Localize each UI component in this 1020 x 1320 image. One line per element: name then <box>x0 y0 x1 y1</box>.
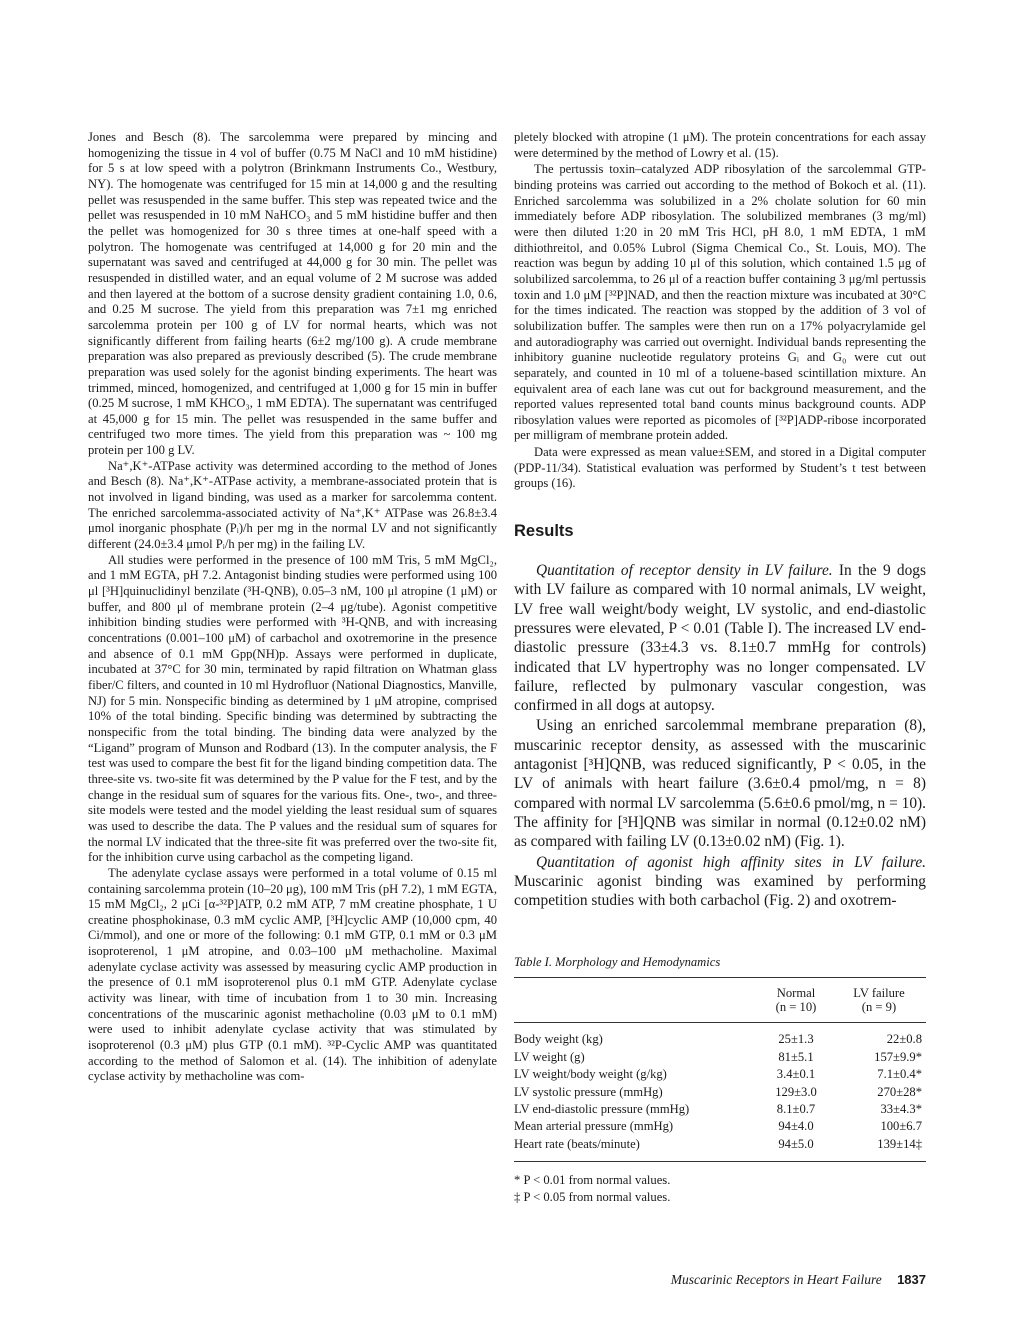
results-paragraph-1 <box>514 561 926 715</box>
table-footnotes <box>514 1172 926 1206</box>
methods-paragraph-6: The pertussis toxin–catalyzed ADP ribosylation of the sarcolemmal GTP-binding proteins was carried out according to the method of Bokoch et al. (11). Enriched sarcolemma was solubilized in a 2% cholate solution for 60 min immediately before ADP ribosylation. The solubilized membranes (3 mg/ml) were then diluted 1:20 in 20 mM Tris HCl, pH 8.0, 1 mM EDTA, 1 mM dithiothreitol, and 0.05% Lubrol (Sigma Chemical Co., St. Louis, MO). The reaction was begun by adding 10 μl of this solution, which contained 1.5 μg of solubilized sarcolemma, to 26 μl of a reaction buffer containing 3 μg/ml pertussis toxin and 1.0 μM [³²P]NAD, and then the reaction mixture was incubated at 30°C for the times indicated. The reaction was stopped by the addition of 3 vol of solubilization buffer. The samples were then run on a 17% polyacrylamide gel and autoradiography was carried out overnight. Individual bands representing the inhibitory guanine nucleotide regulatory proteins Gᵢ and G₀ were cut out separately, and counted in 10 ml of a toluene-based scintillation mixture. An equivalent area of each lane was cut out for background measurement, and the reported values represented total band counts minus background counts. ADP ribosylation values were reported as picomoles of [³²P]ADP-ribose incorporated per milligram of membrane protein added. <box>514 162 926 443</box>
results-paragraph-2: Using an enriched sarcolemmal membrane preparation (8), muscarinic receptor density, as assessed with the muscarinic antagonist [³H]QNB, was reduced significantly, P < 0.05, in the LV of animals with heart failure (3.6±0.4 pmol/mg, n = 8) compared with normal LV sarcolemma (5.6±0.6 pmol/mg, n = 10). The affinity for [³H]QNB was similar in normal (0.12±0.02 nM) as compared with failing LV (0.13±0.02 nM) (Fig. 1). <box>514 717 926 851</box>
table-row <box>514 1136 926 1153</box>
table-cell-normal: 129±3.0 <box>775 1084 817 1099</box>
methods-paragraph-3: All studies were performed in the presence of 100 mM Tris, 5 mM MgCl₂, and 1 mM EGTA, pH 7.2. Antagonist binding studies were performed using 100 μl [³H]quinuclidinyl benzilate (³H-QNB), 0.05–3 nM, 100 μl atropine (1 μM) or buffer, and 800 μl of membrane protein (2–4 μg/tube). Agonist competitive inhibition binding studies were performed with ³H-QNB, and with increasing concentrations (0.001–100 μM) of carbachol and oxotremorine in the presence and absence of 0.1 mM Gpp(NH)p. Assays were performed in duplicate, incubated at 37°C for 30 min, terminated by rapid filtration on Whatman glass fiber/C filters, and counted in 10 ml Hydrofluor (National Diagnostics, Manville, NJ) for 5 min. Nonspecific binding as determined by 1 μM atropine, comprised 10% of the total binding. Specific binding was determined by subtracting the nonspecific from the total binding. The binding data were analyzed by the “Ligand” program of Munson and Rodbard (13). In the computer analysis, the F test was used to compare the best fit for the ligand binding competition data. The three-site vs. two-site fit was determined by the P value for the F test, and by the change in the residual sum of squares for the various fits. One-, two-, and three-site models were tested and the model yielding the least residual sum of squares was used to describe the data. The P values and the residual sum of squares for the normal LV indicated that the three-site fit was preferred over the two-site fit, for the inhibition curve using carbachol as the competing ligand. <box>88 552 497 865</box>
results-paragraph-1-title: Quantitation of receptor density in LV failure. <box>536 562 833 580</box>
results-paragraph-1-body: In the 9 dogs with LV failure as compared with 10 normal animals, LV weight, LV free wall weight/body weight, LV systolic, and end-diastolic pressures were elevated, P < 0.01 (Table I). The increased LV end-diastolic pressure (33±4.3 vs. 8.1±0.7 mmHg for controls) indicated that LV hypertrophy was no longer compensated. LV failure, reflected by pulmonary vascular congestion, was confirmed in all dogs at autopsy. <box>514 562 926 715</box>
table-row <box>514 1084 926 1101</box>
table-header-failure-label: LV failure <box>853 986 905 1001</box>
table-cell-normal: 81±5.1 <box>778 1049 814 1064</box>
table-header-failure-n: (n = 9) <box>861 1000 897 1015</box>
table-row <box>514 1118 926 1135</box>
table-row <box>514 1023 926 1048</box>
page-number: 1837 <box>897 1272 926 1287</box>
results-paragraph-3-body: Muscarinic agonist binding was examined by performing competition studies with both carbachol (Fig. 2) and oxotrem- <box>514 872 926 910</box>
table-row <box>514 1049 926 1066</box>
methods-paragraph-7: Data were expressed as mean value±SEM, and stored in a Digital computer (PDP-11/34). Statistical evaluation was performed by Student’s t test between groups (16). <box>514 445 926 491</box>
results-section <box>514 561 926 910</box>
table-cell-normal: 94±4.0 <box>778 1119 814 1134</box>
table-cell-failure: 157±9.9* <box>874 1049 922 1064</box>
table-body <box>514 1023 926 1153</box>
methods-paragraph-4: The adenylate cyclase assays were performed in a total volume of 0.15 ml containing sarcolemma protein (10–20 μg), 100 mM Tris (pH 7.2), 1 mM EGTA, 15 mM MgCl₂, 2 μCi [α-³²P]ATP, 0.2 mM ATP, 7 mM creatine phosphate, 1 U creatine phosphokinase, 0.3 mM cyclic AMP, [³H]cyclic AMP (10,000 cpm, 40 Ci/mmol), and one or more of the following: 0.1 mM GTP, 0.1 mM or 0.3 μM isoproterenol, 1 μM atropine, and 0.03–100 μM methacholine. Maximal adenylate cyclase activity was assessed by measuring cyclic AMP production in the presence of 0.1 mM isoproterenol plus 0.1 mM GTP. Adenylate cyclase activity was linear, with time of incubation from 1 to 30 min. Increasing concentrations of the muscarinic agonist methacholine (0.03 μM to 0.1 mM) were used to inhibit adenylate cyclase activity that was stimulated by isoproterenol (0.3 μM) plus GTP (0.1 mM). ³²P-Cyclic AMP was quantitated according to the method of Salomon et al. (14). The inhibition of adenylate cyclase activity by methacholine was com- <box>88 865 497 1084</box>
methods-continued <box>514 130 926 492</box>
table-cell-label: LV systolic pressure (mmHg) <box>514 1084 663 1099</box>
right-column <box>514 130 926 1206</box>
table-cell-normal: 25±1.3 <box>778 1032 814 1047</box>
table-header-normal <box>760 978 832 1022</box>
table-caption: Table I. Morphology and Hemodynamics <box>514 955 721 970</box>
morphology-table <box>514 978 926 1153</box>
table-cell-label: Mean arterial pressure (mmHg) <box>514 1119 674 1134</box>
running-footer <box>671 1272 926 1288</box>
results-paragraph-3 <box>514 853 926 911</box>
running-title: Muscarinic Receptors in Heart Failure <box>670 1272 882 1287</box>
table-cell-failure: 22±0.8 <box>886 1032 922 1047</box>
left-column <box>88 130 497 1085</box>
table-cell-failure: 7.1±0.4* <box>877 1067 922 1082</box>
table-header-normal-n: (n = 10) <box>775 1000 817 1015</box>
results-heading: Results <box>514 522 574 541</box>
methods-paragraph-2: Na⁺,K⁺-ATPase activity was determined according to the method of Jones and Besch (8). Na⁺,K⁺-ATPase activity, a membrane-associated protein that is not involved in ligand binding, was used as a marker for sarcolemma content. The enriched sarcolemma-associated activity of Na⁺,K⁺ ATPase was 26.8±3.4 μmol inorganic phosphate (Pᵢ)/h per mg in the normal LV and not significantly different (24.0±3.4 μmol Pᵢ/h per mg) in the failing LV. <box>88 458 497 552</box>
table-header-row <box>514 978 926 1022</box>
table-row <box>514 1101 926 1118</box>
table-cell-normal: 8.1±0.7 <box>776 1102 816 1117</box>
results-paragraph-3-title: Quantitation of agonist high affinity sites in LV failure. <box>536 853 926 871</box>
methods-paragraph-1: Jones and Besch (8). The sarcolemma were prepared by mincing and homogenizing the tissue in 4 vol of buffer (0.75 M NaCl and 10 mM histidine) for 5 s at low speed with a polytron (Brinkmann Instruments Co., Westbury, NY). The homogenate was centrifuged for 15 min at 14,000 g and the resulting pellet was resuspended in the same buffer. This step was repeated twice and the pellet was resuspended in 10 mM NaHCO₃ and 5 mM histidine buffer and then the pellet was homogenized for 30 s three times at one-half speed with a polytron. The homogenate was centrifuged at 14,000 g for 20 min and the supernatant was saved and centrifuged at 44,000 g for 30 min. The pellet was resuspended in distilled water, and an equal volume of 2 M sucrose was added and then layered at the bottom of a sucrose density gradient containing 1.0, 0.6, and 0.25 M sucrose. The yield from this preparation was 7±1 mg enriched sarcolemma protein per 100 g of LV for normal hearts, which was not significantly different from failing hearts (6±2 mg/100 g). A crude membrane preparation was also prepared as previously described (5). The crude membrane preparation was used solely for the agonist binding experiments. The heart was trimmed, minced, homogenized, and centrifuged at 1,000 g for 15 min in buffer (0.25 M sucrose, 1 mM KHCO₃, 1 mM EDTA). The supernatant was centrifuged at 45,000 g for 15 min. The pellet was resuspended in the same buffer and centrifuged two more times. The yield from this preparation was ~ 100 mg protein per 100 g LV. <box>88 130 497 458</box>
table-header-failure <box>832 978 926 1022</box>
table-cell-label: LV weight (g) <box>514 1049 585 1064</box>
table-cell-label: Heart rate (beats/minute) <box>514 1136 640 1151</box>
table-footnote-2: ‡ P < 0.05 from normal values. <box>514 1190 671 1205</box>
table-cell-normal: 3.4±0.1 <box>776 1067 816 1082</box>
table-cell-normal: 94±5.0 <box>778 1136 814 1151</box>
table-header-normal-label: Normal <box>776 986 816 1001</box>
table-header-blank <box>514 978 760 1022</box>
table-cell-failure: 33±4.3* <box>880 1102 922 1117</box>
table-bottom-rule <box>514 1161 926 1162</box>
table-footnote-1: * P < 0.01 from normal values. <box>514 1173 671 1188</box>
table-cell-failure: 100±6.7 <box>880 1119 922 1134</box>
table-cell-label: Body weight (kg) <box>514 1032 603 1047</box>
table-row <box>514 1066 926 1083</box>
table-cell-label: LV end-diastolic pressure (mmHg) <box>514 1102 690 1117</box>
table-cell-failure: 139±14‡ <box>877 1136 922 1151</box>
methods-paragraph-5: pletely blocked with atropine (1 μM). The protein concentrations for each assay were determined by the method of Lowry et al. (15). <box>514 130 926 160</box>
table-cell-failure: 270±28* <box>877 1084 922 1099</box>
table-cell-label: LV weight/body weight (g/kg) <box>514 1067 667 1082</box>
